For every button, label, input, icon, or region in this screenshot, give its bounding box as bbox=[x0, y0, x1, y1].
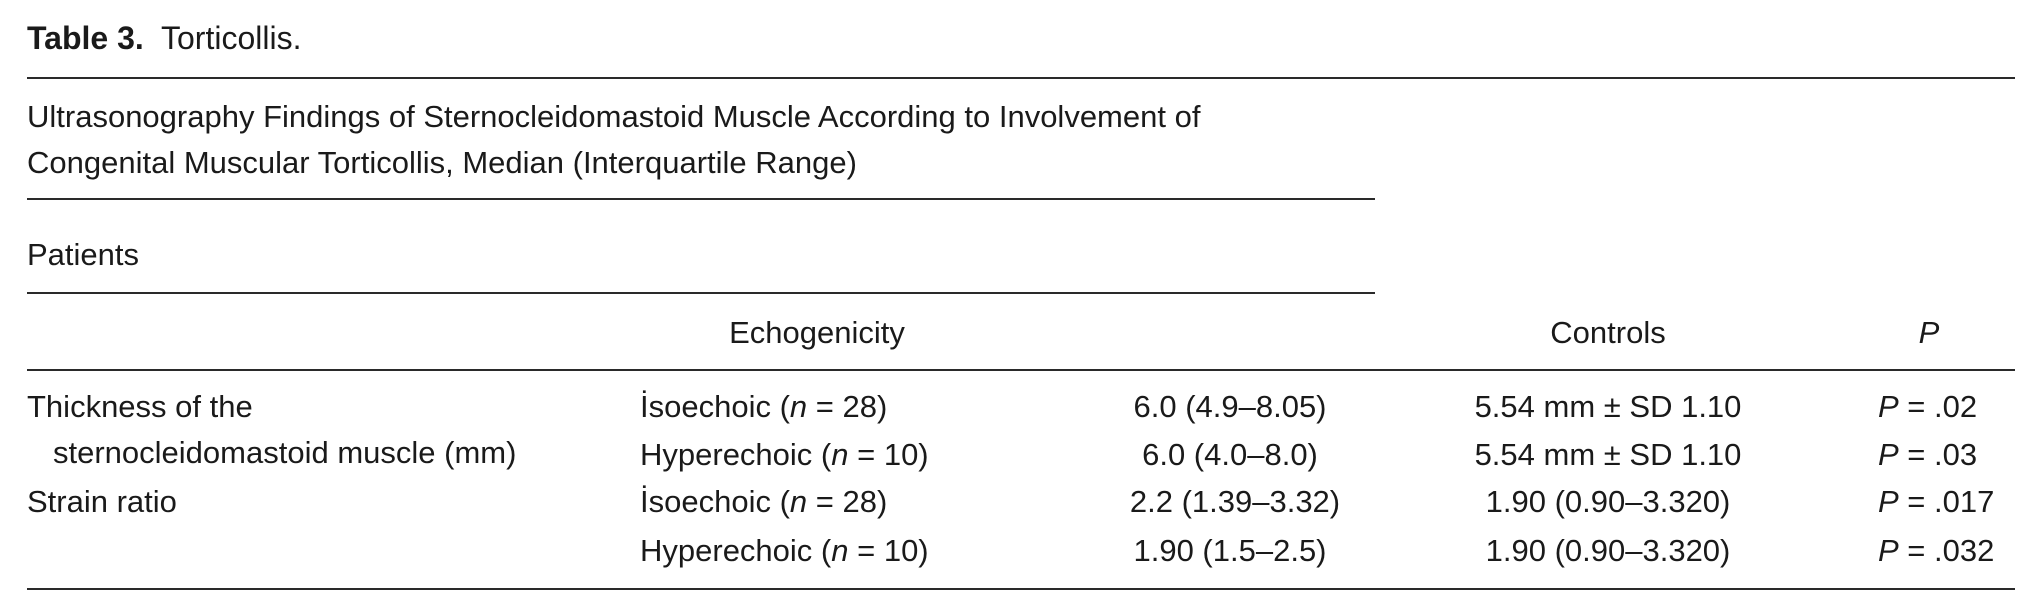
controls-value-cell: 5.54 mm ± SD 1.10 bbox=[1474, 389, 1742, 424]
column-header-p: P bbox=[1918, 315, 1940, 350]
p-value-cell: P = .032 bbox=[1878, 533, 1995, 568]
group-rule bbox=[27, 292, 1375, 294]
p-value-cell: P = .017 bbox=[1878, 484, 1995, 519]
header-rule bbox=[27, 369, 2015, 371]
p-value-cell: P = .03 bbox=[1878, 437, 1978, 472]
echogenicity-cell: Hyperechoic (n = 10) bbox=[640, 533, 929, 568]
title-rule bbox=[27, 198, 1375, 200]
bottom-rule bbox=[27, 588, 2015, 590]
echogenicity-cell: İsoechoic (n = 28) bbox=[640, 484, 888, 519]
table-title-line-2: Congenital Muscular Torticollis, Median (Interquartile Range) bbox=[27, 145, 857, 180]
column-header-echogenicity: Echogenicity bbox=[729, 315, 905, 350]
column-header-controls: Controls bbox=[1550, 315, 1666, 350]
row-label-strain-ratio: Strain ratio bbox=[27, 484, 177, 519]
group-header-patients: Patients bbox=[27, 237, 140, 272]
patients-value-cell: 6.0 (4.0–8.0) bbox=[1142, 437, 1318, 472]
patients-value-cell: 1.90 (1.5–2.5) bbox=[1133, 533, 1327, 568]
p-value-cell: P = .02 bbox=[1878, 389, 1978, 424]
echogenicity-cell: Hyperechoic (n = 10) bbox=[640, 437, 929, 472]
table-title-line-1: Ultrasonography Findings of Sternocleidomastoid Muscle According to Involvement of bbox=[27, 99, 1201, 134]
controls-value-cell: 1.90 (0.90–3.320) bbox=[1485, 533, 1731, 568]
row-label-thickness-line-1: Thickness of the bbox=[27, 389, 253, 424]
table-caption bbox=[27, 19, 301, 57]
controls-value-cell: 5.54 mm ± SD 1.10 bbox=[1474, 437, 1742, 472]
table-label: Table 3. bbox=[27, 20, 144, 56]
patients-value-cell: 6.0 (4.9–8.05) bbox=[1133, 389, 1327, 424]
table-caption-text: Torticollis. bbox=[160, 20, 302, 56]
controls-value-cell: 1.90 (0.90–3.320) bbox=[1485, 484, 1731, 519]
patients-value-cell: 2.2 (1.39–3.32) bbox=[1129, 484, 1341, 519]
top-rule bbox=[27, 77, 2015, 79]
echogenicity-cell: İsoechoic (n = 28) bbox=[640, 389, 888, 424]
row-label-thickness-line-2: sternocleidomastoid muscle (mm) bbox=[53, 435, 517, 470]
